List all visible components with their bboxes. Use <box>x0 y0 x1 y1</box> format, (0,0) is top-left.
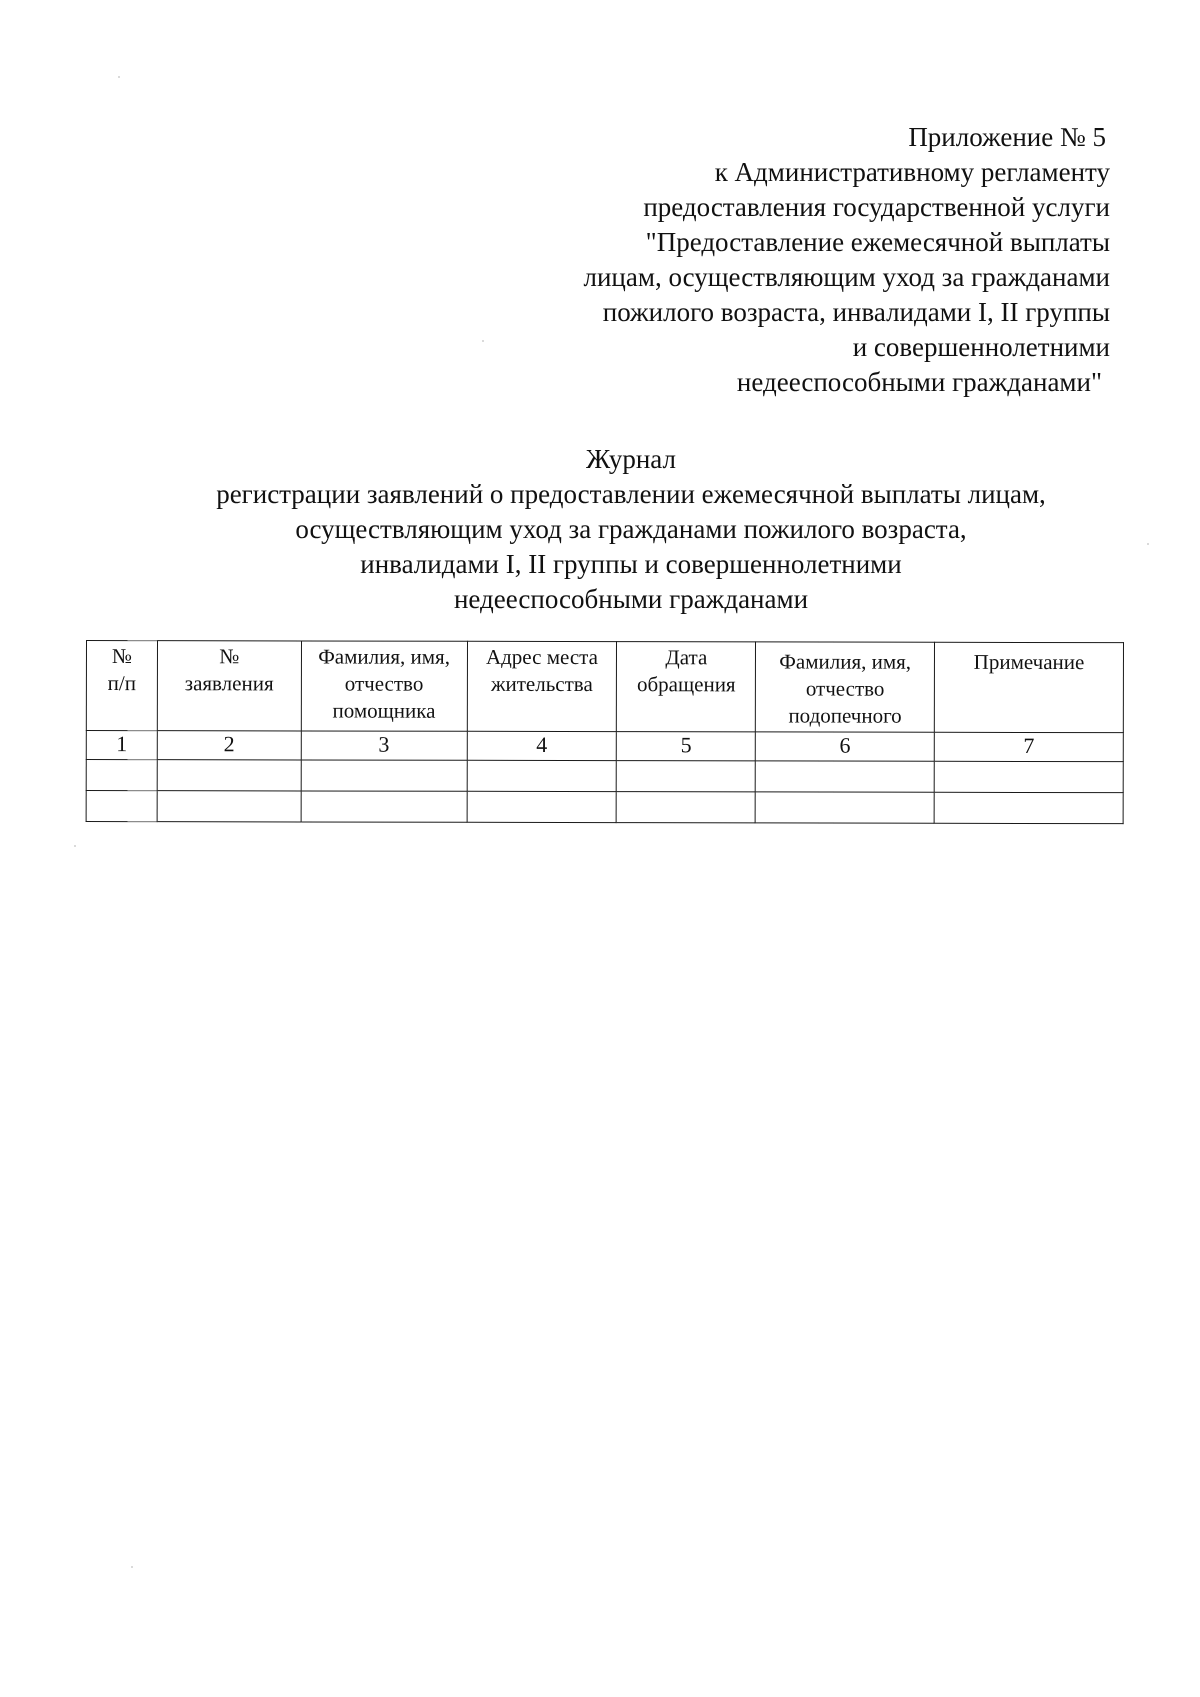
header-text: жительства <box>490 671 593 697</box>
column-header-row-number <box>86 641 157 731</box>
journal-title: Журнал <box>585 444 677 474</box>
header-text: подопечного <box>788 703 902 728</box>
column-header-address <box>467 641 617 731</box>
table-row <box>86 760 1123 793</box>
scan-speck <box>118 76 120 78</box>
journal-subtitle-line: недееспособными гражданами <box>453 584 809 614</box>
table-cell <box>86 760 157 791</box>
table-cell <box>934 761 1123 792</box>
table-cell <box>934 792 1123 823</box>
appendix-line: к Административному регламенту <box>714 157 1110 187</box>
appendix-line: лицам, осуществляющим уход за гражданами <box>583 262 1110 292</box>
header-text: Фамилия, имя, <box>318 644 451 669</box>
registration-table <box>86 640 1124 824</box>
column-header-application-number <box>157 641 301 731</box>
scan-speck <box>74 845 76 847</box>
scan-speck <box>482 340 484 342</box>
column-number: 4 <box>467 731 617 760</box>
header-text: заявления <box>184 671 274 696</box>
column-number: 2 <box>157 731 301 760</box>
column-header-date <box>617 642 756 732</box>
column-header-note <box>934 642 1123 732</box>
column-number: 7 <box>934 732 1123 761</box>
journal-subtitle-line: осуществляющим уход за гражданами пожилого возраста, <box>295 514 967 544</box>
header-text: Фамилия, имя, <box>779 649 912 674</box>
table-cell <box>467 791 617 822</box>
header-text: помощника <box>332 698 436 723</box>
appendix-line: "Предоставление ежемесячной выплаты <box>645 227 1110 257</box>
journal-subtitle-line: регистрации заявлений о предоставлении ежемесячной выплаты лицам, <box>216 479 1046 509</box>
scan-speck <box>131 1566 133 1568</box>
header-text: п/п <box>107 671 137 696</box>
scan-speck <box>1147 543 1149 545</box>
column-number: 6 <box>756 732 935 761</box>
table-cell <box>301 760 467 791</box>
header-text: обращения <box>636 672 736 697</box>
table-cell <box>157 760 301 791</box>
table-cell <box>467 760 617 791</box>
appendix-line: недееспособными гражданами" <box>736 367 1102 397</box>
table-cell <box>86 791 157 822</box>
table-cell <box>301 791 467 822</box>
header-text: отчество <box>344 671 424 696</box>
table-cell <box>617 792 756 823</box>
appendix-line: Приложение № 5 <box>908 122 1106 152</box>
appendix-header <box>470 120 1110 400</box>
table-cell <box>617 761 756 792</box>
column-number: 3 <box>301 731 467 760</box>
column-number: 1 <box>86 731 157 760</box>
header-text: Адрес места <box>485 644 598 670</box>
header-text: № <box>219 644 240 669</box>
appendix-line: пожилого возраста, инвалидами I, II группы <box>602 297 1110 327</box>
column-number-row <box>86 731 1123 762</box>
table-header-row <box>86 641 1123 733</box>
journal-heading <box>0 442 1200 617</box>
header-text: № <box>111 644 132 669</box>
appendix-line: предоставления государственной услуги <box>643 192 1110 222</box>
header-text: Дата <box>665 645 708 670</box>
header-text: отчество <box>805 676 885 701</box>
table-cell <box>755 792 934 823</box>
column-number: 5 <box>617 732 756 761</box>
appendix-line: и совершеннолетними <box>852 332 1110 362</box>
header-text: Примечание <box>973 649 1085 675</box>
journal-subtitle-line: инвалидами I, II группы и совершеннолетними <box>360 549 902 579</box>
table-row <box>86 791 1123 824</box>
table-cell <box>157 791 301 822</box>
table-cell <box>756 761 935 792</box>
column-header-assistant-name <box>301 641 467 731</box>
column-header-ward-name <box>756 642 935 732</box>
